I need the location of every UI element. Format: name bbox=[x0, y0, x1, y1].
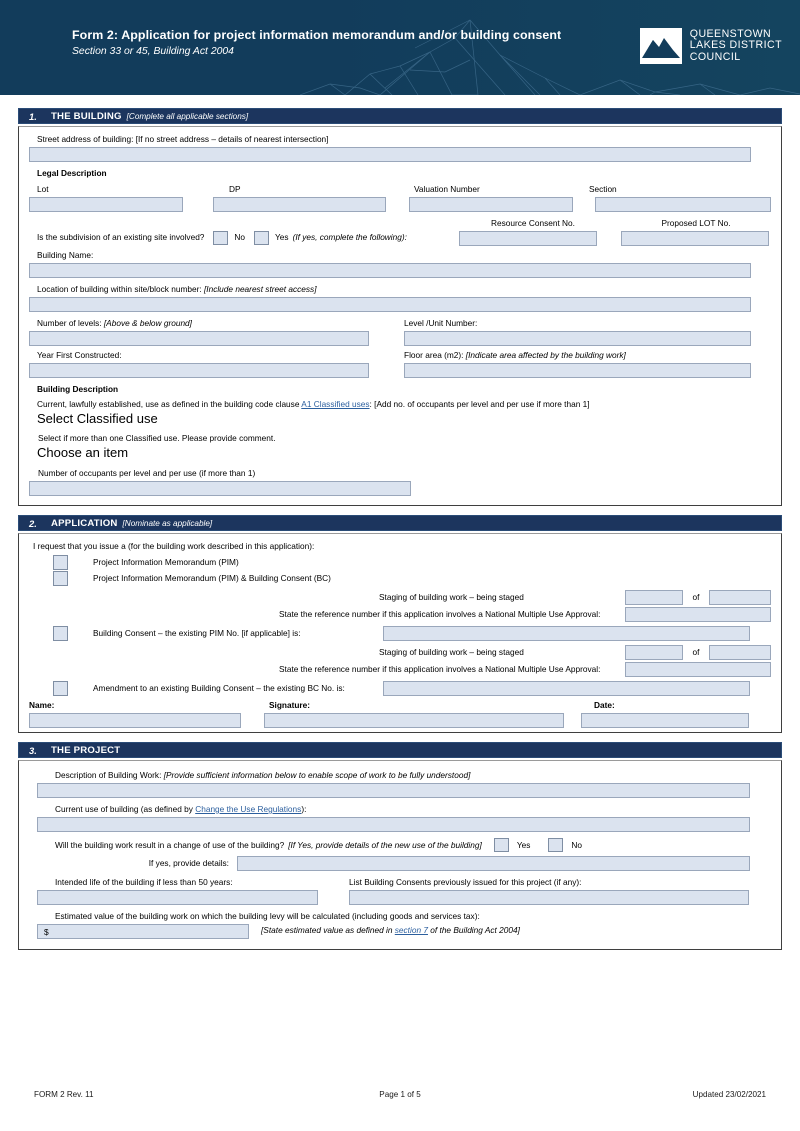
estimated-value-note-suffix: of the Building Act 2004] bbox=[427, 925, 520, 935]
estimated-value-note bbox=[261, 925, 520, 936]
current-use-of-building-prefix: Current use of building (as defined by bbox=[55, 804, 196, 814]
number-of-levels-input[interactable] bbox=[29, 331, 369, 346]
staging-label-1: Staging of building work – being staged bbox=[379, 592, 524, 602]
signature-label: Signature: bbox=[269, 700, 311, 710]
existing-pim-no-input[interactable] bbox=[383, 626, 750, 641]
pim-checkbox[interactable] bbox=[53, 555, 68, 570]
section-2-note: [Nominate as applicable] bbox=[122, 518, 213, 528]
section-2-content bbox=[18, 533, 782, 733]
street-address-label: Street address of building: [If no street address – details of nearest intersection] bbox=[37, 134, 329, 144]
change-of-use-question-label: Will the building work result in a change of use of the building? bbox=[55, 839, 285, 850]
section-3-content bbox=[18, 760, 782, 950]
intended-life-label: Intended life of the building if less than 50 years: bbox=[55, 877, 233, 887]
nmua-label-2: State the reference number if this application involves a National Multiple Use Approval: bbox=[279, 664, 601, 674]
building-location-input[interactable] bbox=[29, 297, 751, 312]
staging-total-input-1[interactable] bbox=[709, 590, 771, 605]
header-title-block bbox=[72, 28, 561, 57]
council-logo-text bbox=[690, 29, 782, 64]
footer-page-number: Page 1 of 5 bbox=[379, 1090, 421, 1099]
estimated-value-label: Estimated value of the building work on which the building levy will be calculated (including goods and services tax): bbox=[55, 911, 480, 921]
section-header-application bbox=[18, 515, 782, 531]
street-address-input[interactable] bbox=[29, 147, 751, 162]
form-page bbox=[0, 108, 800, 950]
staging-total-input-2[interactable] bbox=[709, 645, 771, 660]
staging-stage-input-2[interactable] bbox=[625, 645, 683, 660]
subdivision-no-checkbox[interactable] bbox=[213, 231, 228, 245]
if-yes-details-label: If yes, provide details: bbox=[148, 858, 229, 868]
page-footer bbox=[0, 1090, 800, 1099]
pim-bc-checkbox[interactable] bbox=[53, 571, 68, 586]
select-more-than-one-label: Select if more than one Classified use. Please provide comment. bbox=[38, 433, 276, 443]
signature-input[interactable] bbox=[264, 713, 564, 728]
footer-form-revision: FORM 2 Rev. 11 bbox=[34, 1090, 94, 1099]
estimated-value-note-prefix: [State estimated value as defined in bbox=[261, 925, 395, 935]
number-of-levels-label bbox=[29, 318, 389, 329]
building-name-input[interactable] bbox=[29, 263, 751, 278]
floor-area-label bbox=[404, 350, 751, 361]
nmua-label-1: State the reference number if this application involves a National Multiple Use Approval: bbox=[279, 609, 601, 619]
building-description-heading: Building Description bbox=[37, 384, 119, 394]
staging-stage-input-1[interactable] bbox=[625, 590, 683, 605]
level-unit-number-input[interactable] bbox=[404, 331, 751, 346]
existing-bc-no-input[interactable] bbox=[383, 681, 750, 696]
section-1-content bbox=[18, 126, 782, 506]
legal-col-lot-label: Lot bbox=[37, 184, 49, 194]
amendment-checkbox[interactable] bbox=[53, 681, 68, 696]
legal-section-input[interactable] bbox=[595, 197, 771, 212]
building-location-label-text: Location of building within site/block number: bbox=[37, 284, 202, 294]
pim-option-label: Project Information Memorandum (PIM) bbox=[93, 557, 239, 567]
subdivision-yes-checkbox[interactable] bbox=[254, 231, 269, 245]
section-3-title: THE PROJECT bbox=[51, 744, 121, 756]
section-2-title: APPLICATION bbox=[51, 517, 118, 529]
legal-col-valuation-label: Valuation Number bbox=[414, 184, 480, 194]
current-use-of-building-input[interactable] bbox=[37, 817, 750, 832]
current-use-clause-line bbox=[29, 399, 771, 410]
description-of-work-label bbox=[29, 770, 771, 781]
if-yes-details-input[interactable] bbox=[237, 856, 750, 871]
description-of-work-label-text: Description of Building Work: bbox=[55, 770, 162, 780]
section-1-number: 1. bbox=[29, 110, 37, 122]
current-use-prefix: Current, lawfully established, use as defined in the building code clause bbox=[37, 399, 302, 409]
nmua-input-1[interactable] bbox=[625, 607, 771, 622]
building-location-note: [Include nearest street access] bbox=[203, 284, 317, 294]
floor-area-note: [Indicate area affected by the building work] bbox=[465, 350, 626, 360]
name-label: Name: bbox=[29, 700, 55, 710]
a1-classified-uses-link[interactable]: A1 Classified uses bbox=[301, 399, 370, 409]
list-previous-consents-label: List Building Consents previously issued for this project (if any): bbox=[349, 877, 582, 887]
proposed-lot-input[interactable] bbox=[621, 231, 769, 246]
subdivision-yes-label: Yes bbox=[275, 232, 289, 242]
section-1-title: THE BUILDING bbox=[51, 110, 122, 122]
change-of-use-yes-checkbox[interactable] bbox=[494, 838, 509, 852]
number-of-occupants-input[interactable] bbox=[29, 481, 411, 496]
legal-valuation-input[interactable] bbox=[409, 197, 573, 212]
legal-description-heading: Legal Description bbox=[37, 168, 107, 178]
nmua-input-2[interactable] bbox=[625, 662, 771, 677]
description-of-work-note: [Provide sufficient information below to enable scope of work to be fully understood] bbox=[163, 770, 471, 780]
legal-lot-input[interactable] bbox=[29, 197, 183, 212]
section-7-link[interactable]: section 7 bbox=[394, 925, 428, 935]
section-2-number: 2. bbox=[29, 517, 37, 529]
building-consent-checkbox[interactable] bbox=[53, 626, 68, 641]
mountain-logo-icon bbox=[640, 28, 682, 64]
level-unit-number-label: Level /Unit Number: bbox=[404, 318, 478, 328]
year-first-constructed-label: Year First Constructed: bbox=[37, 350, 122, 360]
building-consent-option-label: Building Consent – the existing PIM No. [if applicable] is: bbox=[93, 628, 301, 638]
legal-col-section-label: Section bbox=[589, 184, 617, 194]
name-input[interactable] bbox=[29, 713, 241, 728]
subdivision-question-label: Is the subdivision of an existing site involved? bbox=[37, 232, 205, 242]
choose-an-item-dropdown[interactable]: Choose an item bbox=[37, 445, 129, 460]
section-1-note: [Complete all applicable sections] bbox=[126, 111, 249, 121]
pim-bc-option-label: Project Information Memorandum (PIM) & Building Consent (BC) bbox=[93, 573, 331, 583]
change-the-use-regulations-link[interactable]: Change the Use Regulations bbox=[195, 804, 302, 814]
form-subtitle: Section 33 or 45, Building Act 2004 bbox=[72, 46, 234, 57]
resource-consent-label: Resource Consent No. bbox=[491, 218, 575, 228]
amendment-option-label: Amendment to an existing Building Consent – the existing BC No. is: bbox=[93, 683, 345, 693]
logo-line-3: COUNCIL bbox=[689, 50, 741, 63]
list-previous-consents-input[interactable] bbox=[349, 890, 749, 905]
section-3-number: 3. bbox=[29, 744, 37, 756]
current-use-of-building-label bbox=[29, 804, 771, 815]
change-of-use-no-label: No bbox=[571, 839, 582, 850]
proposed-lot-label: Proposed LOT No. bbox=[661, 218, 731, 228]
logo-line-2: LAKES DISTRICT bbox=[689, 39, 782, 52]
footer-updated-date: Updated 23/02/2021 bbox=[692, 1090, 766, 1099]
description-of-work-input[interactable] bbox=[37, 783, 750, 798]
building-location-label bbox=[29, 284, 771, 295]
section-header-the-building bbox=[18, 108, 782, 124]
intended-life-input[interactable] bbox=[37, 890, 318, 905]
staging-label-2: Staging of building work – being staged bbox=[379, 647, 524, 657]
number-of-levels-note: [Above & below ground] bbox=[103, 318, 192, 328]
number-of-occupants-label: Number of occupants per level and per use (if more than 1) bbox=[38, 468, 256, 478]
select-classified-use-dropdown[interactable]: Select Classified use bbox=[37, 411, 158, 426]
section-header-the-project bbox=[18, 742, 782, 758]
request-line-label: I request that you issue a (for the building work described in this application): bbox=[33, 541, 315, 551]
subdivision-yes-note: (If yes, complete the following): bbox=[292, 232, 407, 242]
estimated-value-input[interactable] bbox=[37, 924, 249, 939]
change-of-use-note: [If Yes, provide details of the new use of the building] bbox=[288, 839, 482, 850]
header-divider bbox=[0, 95, 800, 99]
change-of-use-yes-label: Yes bbox=[516, 839, 531, 850]
number-of-levels-label-text: Number of levels: bbox=[37, 318, 102, 328]
floor-area-input[interactable] bbox=[404, 363, 751, 378]
form-title: Form 2: Application for project information memorandum and/or building consent bbox=[72, 28, 562, 42]
staging-of-label-1: of bbox=[692, 592, 700, 602]
current-use-of-building-suffix: ): bbox=[301, 804, 307, 814]
subdivision-no-label: No bbox=[234, 232, 246, 242]
staging-of-label-2: of bbox=[692, 647, 700, 657]
page-header bbox=[0, 0, 800, 95]
resource-consent-input[interactable] bbox=[459, 231, 597, 246]
date-input[interactable] bbox=[581, 713, 749, 728]
current-use-suffix: : [Add no. of occupants per level and per use if more than 1] bbox=[369, 399, 590, 409]
currency-symbol: $ bbox=[44, 926, 49, 937]
date-label: Date: bbox=[594, 700, 615, 710]
legal-col-dp-label: DP bbox=[229, 184, 241, 194]
building-name-label: Building Name: bbox=[37, 250, 94, 260]
council-logo bbox=[640, 28, 782, 64]
year-first-constructed-input[interactable] bbox=[29, 363, 369, 378]
legal-dp-input[interactable] bbox=[213, 197, 386, 212]
change-of-use-no-checkbox[interactable] bbox=[548, 838, 563, 852]
logo-line-1: QUEENSTOWN bbox=[689, 27, 772, 40]
floor-area-label-text: Floor area (m2): bbox=[404, 350, 464, 360]
